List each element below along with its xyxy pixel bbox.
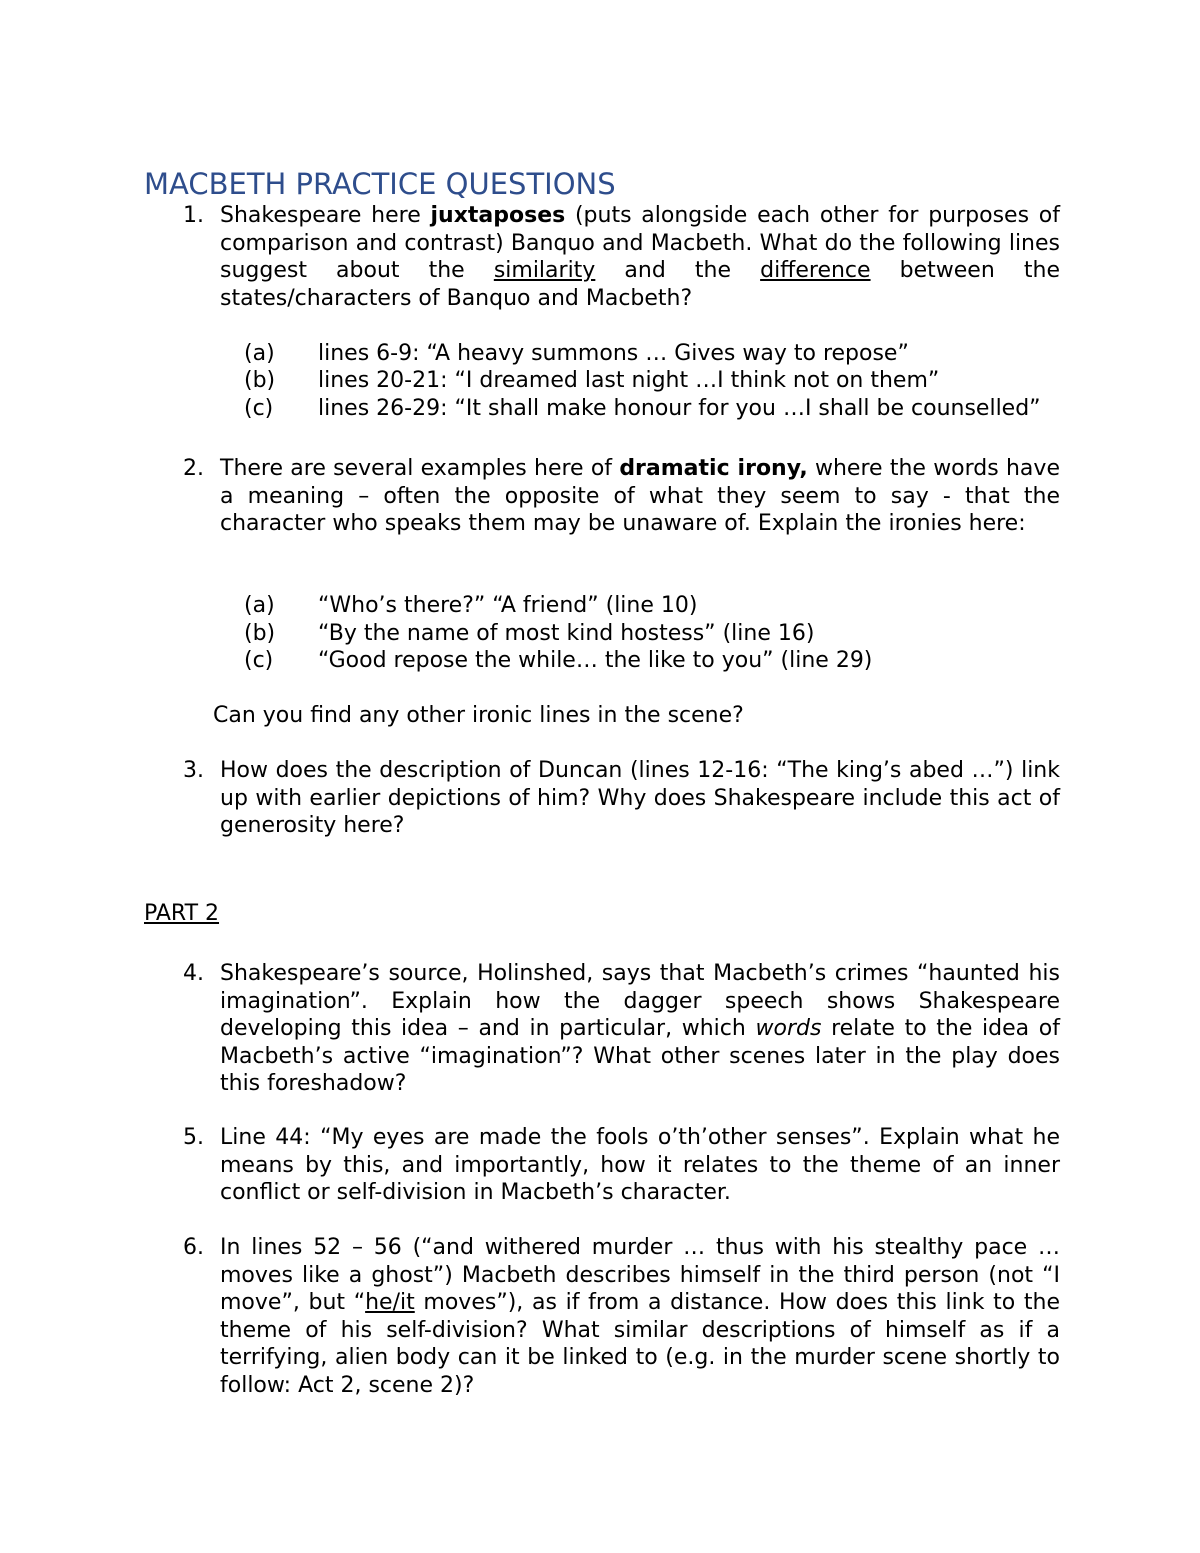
document-title: MACBETH PRACTICE QUESTIONS <box>144 167 616 201</box>
question-4-number: 4. <box>183 961 204 986</box>
question-2c-label: (c) <box>244 648 274 673</box>
question-6-number: 6. <box>183 1235 204 1260</box>
question-2a-label: (a) <box>244 593 275 618</box>
question-6-text: In lines 52 – 56 (“and withered murder … thus with his stealthy pace … moves like a ghost”) Macbeth describes himself in the third person (not “I move”, but “he/it moves”), as if from a distance. How does this link to the theme of his self-division? What similar descriptions of himself as if a terrifying, alien body can it be linked to (e.g. in the murder scene shortly to follow: Act 2, scene 2)? <box>220 1235 1060 1398</box>
question-4-text: Shakespeare’s source, Holinshed, says that Macbeth’s crimes “haunted his imagination”. Explain how the dagger speech shows Shakespeare developing this idea – and in particular, which words relate to the idea of Macbeth’s active “imagination”? What other scenes later in the play does this foreshadow? <box>220 961 1061 1096</box>
question-3-text: How does the description of Duncan (lines 12-16: “The king’s abed …”) link up with earlier depictions of him? Why does Shakespeare include this act of generosity here? <box>220 758 1060 838</box>
question-2b-label: (b) <box>244 621 276 646</box>
term-words: words <box>755 1016 822 1041</box>
question-1a-label: (a) <box>244 341 275 366</box>
term-dramatic-irony: dramatic irony, <box>619 456 808 481</box>
term-juxtaposes: juxtaposes <box>430 203 566 228</box>
question-1-text: Shakespeare here juxtaposes (puts alongside each other for purposes of comparison and contrast) Banquo and Macbeth. What do the following lines suggest about the similarity and the difference between the states/characters of Banquo and Macbeth? <box>220 203 1060 311</box>
question-5-number: 5. <box>183 1125 204 1150</box>
question-1-number: 1. <box>183 203 204 228</box>
term-he-it: he/it <box>365 1290 415 1315</box>
term-difference: difference <box>760 258 871 283</box>
question-1b-text: lines 20-21: “I dreamed last night …I think not on them” <box>318 368 940 393</box>
question-3-number: 3. <box>183 758 204 783</box>
question-2-number: 2. <box>183 456 204 481</box>
question-2c-text: “Good repose the while… the like to you” (line 29) <box>318 648 873 673</box>
term-similarity: similarity <box>493 258 596 283</box>
question-2-text: There are several examples here of dramatic irony, where the words have a meaning – often the opposite of what they seem to say - that the character who speaks them may be unaware of. Explain the ironies here: <box>220 456 1060 536</box>
question-1c-text: lines 26-29: “It shall make honour for you …I shall be counselled” <box>318 396 1041 421</box>
question-2b-text: “By the name of most kind hostess” (line 16) <box>318 621 815 646</box>
question-1a-text: lines 6-9: “A heavy summons … Gives way to repose” <box>318 341 909 366</box>
question-5-text: Line 44: “My eyes are made the fools o’th’other senses”. Explain what he means by this, and importantly, how it relates to the theme of an inner conflict or self-division in Macbeth’s character. <box>220 1125 1060 1205</box>
question-2a-text: “Who’s there?” “A friend” (line 10) <box>318 593 698 618</box>
question-1b-label: (b) <box>244 368 276 393</box>
question-1c-label: (c) <box>244 396 274 421</box>
question-2-extra: Can you find any other ironic lines in the scene? <box>213 703 744 728</box>
part-2-heading: PART 2 <box>144 901 220 926</box>
